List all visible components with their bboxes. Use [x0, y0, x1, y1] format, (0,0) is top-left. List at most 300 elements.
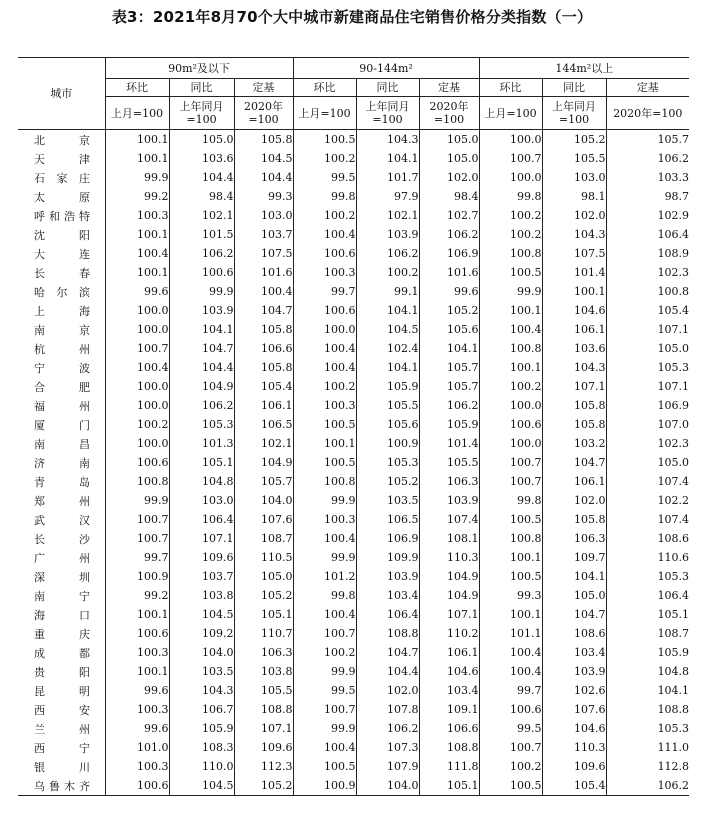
base-prev-month: 上月=100: [479, 97, 542, 130]
cell-fixed-small: 104.7: [234, 301, 293, 320]
cell-mom-large: 100.4: [479, 320, 542, 339]
cell-fixed-large: 100.8: [606, 282, 689, 301]
cell-mom-small: 99.2: [105, 187, 169, 206]
cell-mom-medium: 100.3: [293, 396, 356, 415]
cell-fixed-small: 103.8: [234, 662, 293, 681]
cell-yoy-small: 106.7: [169, 700, 234, 719]
cell-yoy-large: 104.7: [542, 453, 606, 472]
cell-yoy-large: 102.0: [542, 491, 606, 510]
cell-mom-large: 100.4: [479, 643, 542, 662]
cell-mom-small: 99.6: [105, 282, 169, 301]
cell-fixed-large: 103.3: [606, 168, 689, 187]
cell-mom-medium: 100.1: [293, 434, 356, 453]
cell-yoy-large: 105.0: [542, 586, 606, 605]
price-index-table: [18, 58, 689, 796]
cell-fixed-small: 103.0: [234, 206, 293, 225]
cell-fixed-large: 102.2: [606, 491, 689, 510]
cell-yoy-small: 104.4: [169, 168, 234, 187]
cell-mom-large: 100.2: [479, 206, 542, 225]
base-prev-year: 上年同月=100: [356, 97, 419, 130]
cell-mom-small: 99.7: [105, 548, 169, 567]
cell-fixed-small: 108.7: [234, 529, 293, 548]
cell-mom-medium: 100.6: [293, 244, 356, 263]
table-title: 表3：2021年8月70个大中城市新建商品住宅销售价格分类指数（一）: [111, 8, 593, 26]
base-2020: 2020年=100: [606, 97, 689, 130]
cell-mom-small: 99.9: [105, 168, 169, 187]
cell-mom-large: 100.1: [479, 301, 542, 320]
cell-yoy-large: 103.0: [542, 168, 606, 187]
cell-yoy-large: 106.1: [542, 472, 606, 491]
cell-fixed-medium: 99.6: [419, 282, 479, 301]
cell-yoy-medium: 104.1: [356, 358, 419, 377]
cell-yoy-small: 104.1: [169, 320, 234, 339]
cell-fixed-small: 107.1: [234, 719, 293, 738]
cell-fixed-medium: 105.1: [419, 776, 479, 796]
cell-yoy-medium: 105.6: [356, 415, 419, 434]
group-header-medium: 90-144m²: [293, 58, 479, 79]
cell-mom-small: 100.7: [105, 529, 169, 548]
cell-fixed-large: 107.0: [606, 415, 689, 434]
cell-yoy-small: 109.6: [169, 548, 234, 567]
cell-yoy-large: 107.6: [542, 700, 606, 719]
table-row: [18, 776, 689, 796]
cell-fixed-large: 105.9: [606, 643, 689, 662]
cell-yoy-small: 106.4: [169, 510, 234, 529]
sub-header-fixed: 定基: [419, 79, 479, 97]
cell-mom-medium: 100.3: [293, 263, 356, 282]
city-name: 重庆: [34, 627, 90, 641]
table-row: [18, 662, 689, 681]
group-header-large: 144m²以上: [479, 58, 689, 79]
cell-mom-medium: 99.9: [293, 548, 356, 567]
cell-fixed-medium: 101.6: [419, 263, 479, 282]
cell-fixed-medium: 108.1: [419, 529, 479, 548]
cell-yoy-medium: 103.5: [356, 491, 419, 510]
cell-yoy-large: 105.4: [542, 776, 606, 796]
cell-mom-medium: 100.4: [293, 738, 356, 757]
cell-yoy-large: 105.8: [542, 510, 606, 529]
city-name: 呼和浩特: [34, 209, 90, 223]
cell-yoy-large: 103.2: [542, 434, 606, 453]
table-row: [18, 453, 689, 472]
cell-fixed-small: 105.4: [234, 377, 293, 396]
cell-yoy-small: 105.1: [169, 453, 234, 472]
cell-fixed-medium: 106.1: [419, 643, 479, 662]
base-prev-month: 上月=100: [293, 97, 356, 130]
cell-mom-small: 100.4: [105, 244, 169, 263]
cell-mom-large: 100.4: [479, 662, 542, 681]
cell-fixed-small: 110.7: [234, 624, 293, 643]
cell-fixed-small: 110.5: [234, 548, 293, 567]
cell-fixed-medium: 110.2: [419, 624, 479, 643]
cell-fixed-large: 105.0: [606, 339, 689, 358]
cell-fixed-small: 106.3: [234, 643, 293, 662]
cell-mom-large: 100.7: [479, 472, 542, 491]
cell-mom-small: 100.1: [105, 263, 169, 282]
city-name: 深圳: [34, 570, 90, 584]
cell-yoy-medium: 106.2: [356, 244, 419, 263]
cell-yoy-large: 104.6: [542, 301, 606, 320]
cell-mom-large: 99.3: [479, 586, 542, 605]
cell-mom-small: 100.3: [105, 700, 169, 719]
cell-fixed-small: 108.8: [234, 700, 293, 719]
cell-yoy-large: 108.6: [542, 624, 606, 643]
cell-mom-medium: 99.5: [293, 681, 356, 700]
cell-yoy-small: 104.5: [169, 605, 234, 624]
cell-fixed-large: 105.3: [606, 719, 689, 738]
table-row: [18, 472, 689, 491]
cell-mom-large: 100.1: [479, 605, 542, 624]
city-name: 太原: [34, 190, 90, 204]
cell-mom-large: 100.5: [479, 510, 542, 529]
cell-mom-large: 100.5: [479, 263, 542, 282]
city-name: 大连: [34, 247, 90, 261]
cell-fixed-medium: 109.1: [419, 700, 479, 719]
cell-yoy-medium: 105.9: [356, 377, 419, 396]
cell-yoy-medium: 107.3: [356, 738, 419, 757]
cell-mom-medium: 100.2: [293, 149, 356, 168]
city-name: 石家庄: [34, 171, 90, 185]
city-name: 厦门: [34, 418, 90, 432]
cell-fixed-large: 108.6: [606, 529, 689, 548]
table-row: [18, 301, 689, 320]
city-name: 合肥: [34, 380, 90, 394]
cell-fixed-large: 104.1: [606, 681, 689, 700]
cell-yoy-large: 106.1: [542, 320, 606, 339]
cell-mom-large: 100.2: [479, 377, 542, 396]
city-name: 济南: [34, 456, 90, 470]
cell-yoy-medium: 104.5: [356, 320, 419, 339]
city-name: 上海: [34, 304, 90, 318]
cell-yoy-medium: 106.2: [356, 719, 419, 738]
cell-yoy-large: 102.6: [542, 681, 606, 700]
group-header-small: 90m²及以下: [105, 58, 293, 79]
cell-fixed-large: 107.4: [606, 472, 689, 491]
cell-mom-medium: 100.8: [293, 472, 356, 491]
cell-mom-small: 100.6: [105, 624, 169, 643]
cell-mom-large: 99.9: [479, 282, 542, 301]
cell-fixed-small: 105.5: [234, 681, 293, 700]
cell-yoy-medium: 103.9: [356, 225, 419, 244]
cell-yoy-large: 109.6: [542, 757, 606, 776]
cell-yoy-medium: 99.1: [356, 282, 419, 301]
cell-yoy-small: 103.8: [169, 586, 234, 605]
cell-fixed-medium: 104.6: [419, 662, 479, 681]
cell-mom-large: 100.1: [479, 548, 542, 567]
sub-header-fixed: 定基: [606, 79, 689, 97]
cell-yoy-medium: 107.8: [356, 700, 419, 719]
cell-yoy-large: 103.9: [542, 662, 606, 681]
table-row: [18, 586, 689, 605]
cell-mom-medium: 100.7: [293, 624, 356, 643]
cell-yoy-small: 110.0: [169, 757, 234, 776]
table-row: [18, 377, 689, 396]
cell-mom-small: 100.0: [105, 396, 169, 415]
cell-mom-small: 100.2: [105, 415, 169, 434]
cell-yoy-small: 98.4: [169, 187, 234, 206]
cell-fixed-small: 101.6: [234, 263, 293, 282]
city-name: 昆明: [34, 684, 90, 698]
cell-yoy-small: 105.9: [169, 719, 234, 738]
cell-fixed-small: 104.4: [234, 168, 293, 187]
table-row: [18, 396, 689, 415]
cell-fixed-large: 108.7: [606, 624, 689, 643]
cell-mom-medium: 100.2: [293, 206, 356, 225]
cell-mom-medium: 100.2: [293, 643, 356, 662]
sub-header-yoy: 同比: [356, 79, 419, 97]
cell-fixed-large: 105.3: [606, 358, 689, 377]
table-row: [18, 681, 689, 700]
cell-mom-medium: 99.7: [293, 282, 356, 301]
cell-fixed-large: 102.3: [606, 434, 689, 453]
cell-mom-small: 99.9: [105, 491, 169, 510]
cell-fixed-small: 103.7: [234, 225, 293, 244]
cell-mom-small: 100.1: [105, 225, 169, 244]
cell-fixed-medium: 110.3: [419, 548, 479, 567]
cell-fixed-large: 107.4: [606, 510, 689, 529]
cell-yoy-small: 106.2: [169, 244, 234, 263]
table-row: [18, 225, 689, 244]
cell-mom-small: 100.3: [105, 757, 169, 776]
sub-header-yoy: 同比: [169, 79, 234, 97]
table-row: [18, 510, 689, 529]
cell-mom-small: 100.0: [105, 301, 169, 320]
cell-yoy-small: 104.0: [169, 643, 234, 662]
cell-mom-medium: 100.2: [293, 377, 356, 396]
cell-fixed-small: 105.2: [234, 776, 293, 796]
sub-header-mom: 环比: [293, 79, 356, 97]
cell-yoy-medium: 106.9: [356, 529, 419, 548]
cell-yoy-large: 105.8: [542, 396, 606, 415]
cell-yoy-small: 105.0: [169, 130, 234, 150]
cell-fixed-small: 112.3: [234, 757, 293, 776]
cell-yoy-large: 107.5: [542, 244, 606, 263]
cell-yoy-small: 103.5: [169, 662, 234, 681]
cell-mom-small: 99.2: [105, 586, 169, 605]
cell-fixed-medium: 105.7: [419, 377, 479, 396]
cell-fixed-large: 106.2: [606, 149, 689, 168]
cell-fixed-medium: 105.0: [419, 130, 479, 150]
cell-fixed-medium: 106.9: [419, 244, 479, 263]
cell-fixed-medium: 98.4: [419, 187, 479, 206]
city-name: 南昌: [34, 437, 90, 451]
cell-fixed-medium: 106.2: [419, 225, 479, 244]
cell-mom-small: 100.0: [105, 434, 169, 453]
cell-mom-large: 100.6: [479, 700, 542, 719]
table-row: [18, 434, 689, 453]
cell-mom-large: 99.7: [479, 681, 542, 700]
city-name: 兰州: [34, 722, 90, 736]
cell-mom-large: 100.8: [479, 244, 542, 263]
cell-fixed-medium: 105.2: [419, 301, 479, 320]
cell-fixed-small: 106.6: [234, 339, 293, 358]
cell-fixed-medium: 106.3: [419, 472, 479, 491]
cell-fixed-large: 105.7: [606, 130, 689, 150]
table-row: [18, 624, 689, 643]
cell-mom-large: 100.0: [479, 168, 542, 187]
table-row: [18, 719, 689, 738]
cell-mom-small: 100.1: [105, 605, 169, 624]
cell-yoy-large: 104.7: [542, 605, 606, 624]
cell-mom-medium: 100.7: [293, 700, 356, 719]
cell-yoy-large: 110.3: [542, 738, 606, 757]
cell-mom-large: 100.0: [479, 130, 542, 150]
cell-yoy-small: 104.3: [169, 681, 234, 700]
cell-yoy-large: 104.6: [542, 719, 606, 738]
city-name: 西宁: [34, 741, 90, 755]
table-row: [18, 320, 689, 339]
cell-fixed-small: 107.5: [234, 244, 293, 263]
cell-mom-medium: 100.4: [293, 339, 356, 358]
cell-mom-large: 100.7: [479, 738, 542, 757]
base-prev-month: 上月=100: [105, 97, 169, 130]
table-row: [18, 206, 689, 225]
cell-yoy-medium: 102.0: [356, 681, 419, 700]
cell-fixed-medium: 104.9: [419, 586, 479, 605]
cell-fixed-small: 105.7: [234, 472, 293, 491]
city-name: 银川: [34, 760, 90, 774]
cell-mom-medium: 99.8: [293, 586, 356, 605]
city-name: 长春: [34, 266, 90, 280]
cell-fixed-large: 108.9: [606, 244, 689, 263]
sub-header-yoy: 同比: [542, 79, 606, 97]
cell-mom-medium: 99.9: [293, 719, 356, 738]
cell-mom-medium: 100.4: [293, 225, 356, 244]
cell-mom-medium: 100.4: [293, 358, 356, 377]
cell-yoy-large: 104.3: [542, 358, 606, 377]
cell-fixed-small: 105.0: [234, 567, 293, 586]
city-name: 广州: [34, 551, 90, 565]
cell-fixed-medium: 101.4: [419, 434, 479, 453]
city-name: 南宁: [34, 589, 90, 603]
table-row: [18, 168, 689, 187]
cell-yoy-large: 105.5: [542, 149, 606, 168]
cell-yoy-small: 104.9: [169, 377, 234, 396]
cell-yoy-large: 109.7: [542, 548, 606, 567]
cell-yoy-medium: 97.9: [356, 187, 419, 206]
cell-fixed-small: 106.1: [234, 396, 293, 415]
cell-fixed-medium: 102.7: [419, 206, 479, 225]
table-row: [18, 282, 689, 301]
cell-mom-small: 100.9: [105, 567, 169, 586]
cell-fixed-large: 104.8: [606, 662, 689, 681]
cell-mom-small: 100.0: [105, 377, 169, 396]
table-row: [18, 548, 689, 567]
cell-fixed-large: 112.8: [606, 757, 689, 776]
cell-yoy-medium: 104.7: [356, 643, 419, 662]
cell-mom-medium: 100.4: [293, 529, 356, 548]
table-row: [18, 529, 689, 548]
cell-yoy-small: 99.9: [169, 282, 234, 301]
city-name: 青岛: [34, 475, 90, 489]
cell-yoy-medium: 108.8: [356, 624, 419, 643]
cell-mom-small: 99.6: [105, 719, 169, 738]
table-row: [18, 358, 689, 377]
cell-yoy-small: 104.4: [169, 358, 234, 377]
cell-yoy-large: 104.3: [542, 225, 606, 244]
header-city: 城市: [18, 58, 105, 130]
cell-yoy-medium: 105.5: [356, 396, 419, 415]
city-name: 宁波: [34, 361, 90, 375]
table-row: [18, 149, 689, 168]
city-name: 哈尔滨: [34, 285, 90, 299]
cell-yoy-small: 104.7: [169, 339, 234, 358]
cell-yoy-large: 107.1: [542, 377, 606, 396]
cell-mom-small: 100.8: [105, 472, 169, 491]
cell-fixed-medium: 105.0: [419, 149, 479, 168]
cell-fixed-medium: 104.1: [419, 339, 479, 358]
cell-mom-small: 99.6: [105, 681, 169, 700]
sub-header-mom: 环比: [105, 79, 169, 97]
base-2020: 2020年=100: [419, 97, 479, 130]
cell-mom-medium: 100.5: [293, 130, 356, 150]
cell-yoy-small: 103.7: [169, 567, 234, 586]
cell-yoy-large: 100.1: [542, 282, 606, 301]
cell-fixed-small: 104.5: [234, 149, 293, 168]
cell-yoy-small: 102.1: [169, 206, 234, 225]
cell-mom-small: 100.7: [105, 510, 169, 529]
cell-yoy-small: 101.3: [169, 434, 234, 453]
cell-mom-small: 100.4: [105, 358, 169, 377]
cell-fixed-medium: 104.9: [419, 567, 479, 586]
cell-fixed-large: 105.4: [606, 301, 689, 320]
cell-fixed-large: 106.4: [606, 586, 689, 605]
cell-mom-large: 100.0: [479, 434, 542, 453]
cell-fixed-medium: 105.9: [419, 415, 479, 434]
cell-fixed-large: 107.1: [606, 320, 689, 339]
cell-fixed-large: 111.0: [606, 738, 689, 757]
city-name: 南京: [34, 323, 90, 337]
cell-fixed-medium: 107.1: [419, 605, 479, 624]
city-name: 乌鲁木齐: [34, 779, 90, 793]
cell-mom-medium: 99.8: [293, 187, 356, 206]
cell-yoy-medium: 102.4: [356, 339, 419, 358]
cell-fixed-small: 105.8: [234, 320, 293, 339]
cell-fixed-medium: 108.8: [419, 738, 479, 757]
base-2020: 2020年=100: [234, 97, 293, 130]
cell-mom-small: 101.0: [105, 738, 169, 757]
cell-mom-large: 100.0: [479, 396, 542, 415]
cell-yoy-small: 105.3: [169, 415, 234, 434]
cell-fixed-medium: 102.0: [419, 168, 479, 187]
cell-mom-small: 100.3: [105, 206, 169, 225]
cell-mom-large: 99.8: [479, 491, 542, 510]
table-row: [18, 244, 689, 263]
cell-yoy-large: 104.1: [542, 567, 606, 586]
cell-fixed-large: 105.0: [606, 453, 689, 472]
cell-mom-large: 100.7: [479, 453, 542, 472]
city-name: 杭州: [34, 342, 90, 356]
cell-yoy-medium: 107.9: [356, 757, 419, 776]
cell-mom-medium: 99.9: [293, 491, 356, 510]
city-name: 成都: [34, 646, 90, 660]
cell-fixed-large: 108.8: [606, 700, 689, 719]
cell-mom-large: 99.8: [479, 187, 542, 206]
cell-fixed-small: 109.6: [234, 738, 293, 757]
cell-mom-small: 100.7: [105, 339, 169, 358]
cell-mom-large: 100.2: [479, 757, 542, 776]
cell-fixed-small: 105.2: [234, 586, 293, 605]
cell-mom-medium: 100.5: [293, 757, 356, 776]
table-row: [18, 643, 689, 662]
table-row: [18, 605, 689, 624]
sub-header-mom: 环比: [479, 79, 542, 97]
city-name: 郑州: [34, 494, 90, 508]
cell-yoy-small: 103.9: [169, 301, 234, 320]
table-row: [18, 700, 689, 719]
cell-yoy-medium: 106.5: [356, 510, 419, 529]
cell-yoy-small: 103.0: [169, 491, 234, 510]
